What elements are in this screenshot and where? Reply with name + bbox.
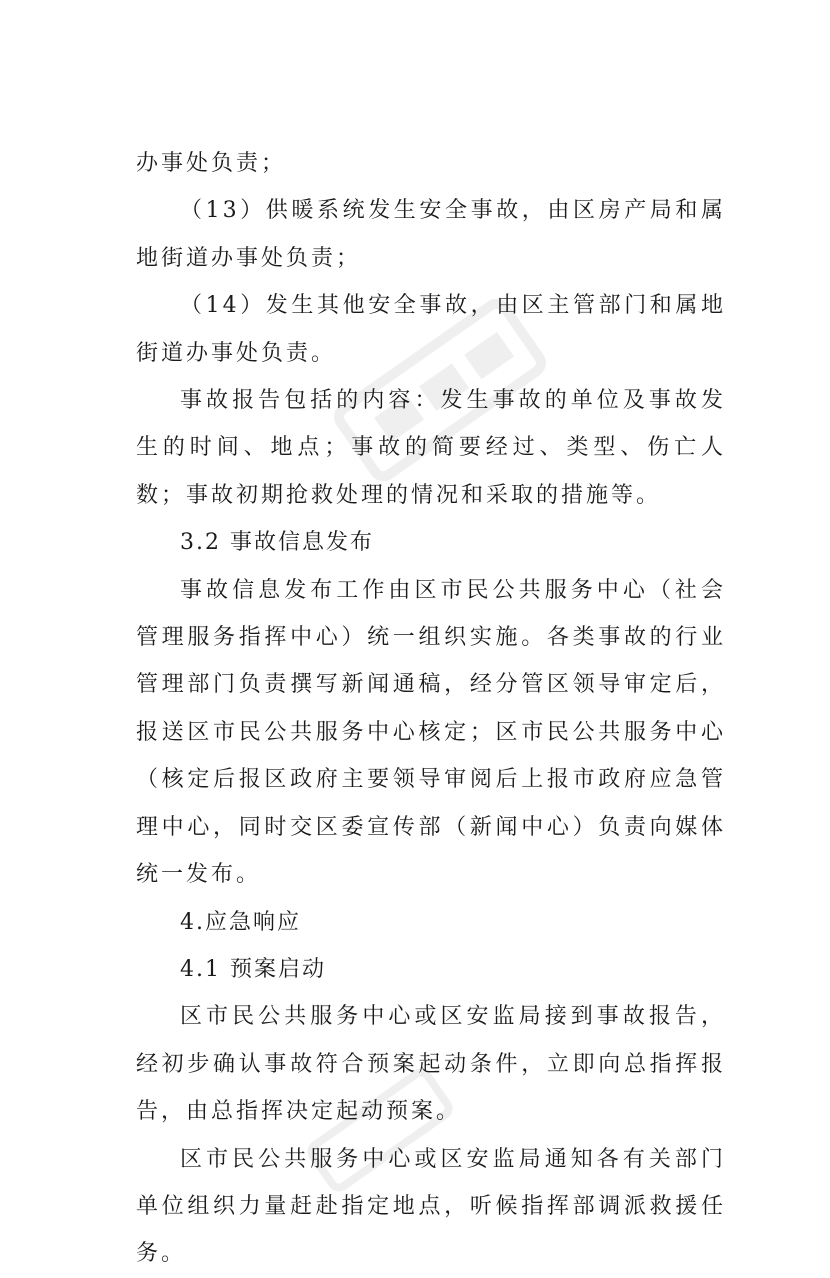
paragraph-plan-activation: 区市民公共服务中心或区安监局接到事故报告，经初步确认事故符合预案起动条件，立即向总指挥报告，由总指挥决定起动预案。 [136, 1004, 726, 1125]
body-text [136, 140, 726, 1278]
paragraph-dispatch: 区市民公共服务中心或区安监局通知各有关部门单位组织力量赶赴指定地点，听候指挥部调派救援任务。 [136, 1146, 726, 1267]
section-heading-4: 4.应急响应 [180, 909, 301, 935]
section-heading-4-1: 4.1 预案启动 [180, 956, 326, 982]
paragraph-item-13: （13）供暖系统发生安全事故，由区房产局和属地街道办事处负责； [136, 198, 726, 271]
section-heading-3-2: 3.2 事故信息发布 [180, 530, 374, 556]
paragraph-continuation: 办事处负责； [136, 151, 287, 176]
paragraph-item-14: （14）发生其他安全事故，由区主管部门和属地街道办事处负责。 [136, 293, 726, 366]
paragraph-report-content: 事故报告包括的内容：发生事故的单位及事故发生的时间、地点；事故的简要经过、类型、伤亡人数；事故初期抢救处理的情况和采取的措施等。 [136, 388, 726, 508]
paragraph-info-release: 事故信息发布工作由区市民公共服务中心（社会管理服务指挥中心）统一组织实施。各类事故的行业管理部门负责撰写新闻通稿，经分管区领导审定后，报送区市民公共服务中心核定；区市民公共服务中心（核定后报区政府主要领导审阅后上报市政府应急管理中心，同时交区委宣传部（新闻中心）负责向媒体统一发布。 [136, 577, 726, 888]
